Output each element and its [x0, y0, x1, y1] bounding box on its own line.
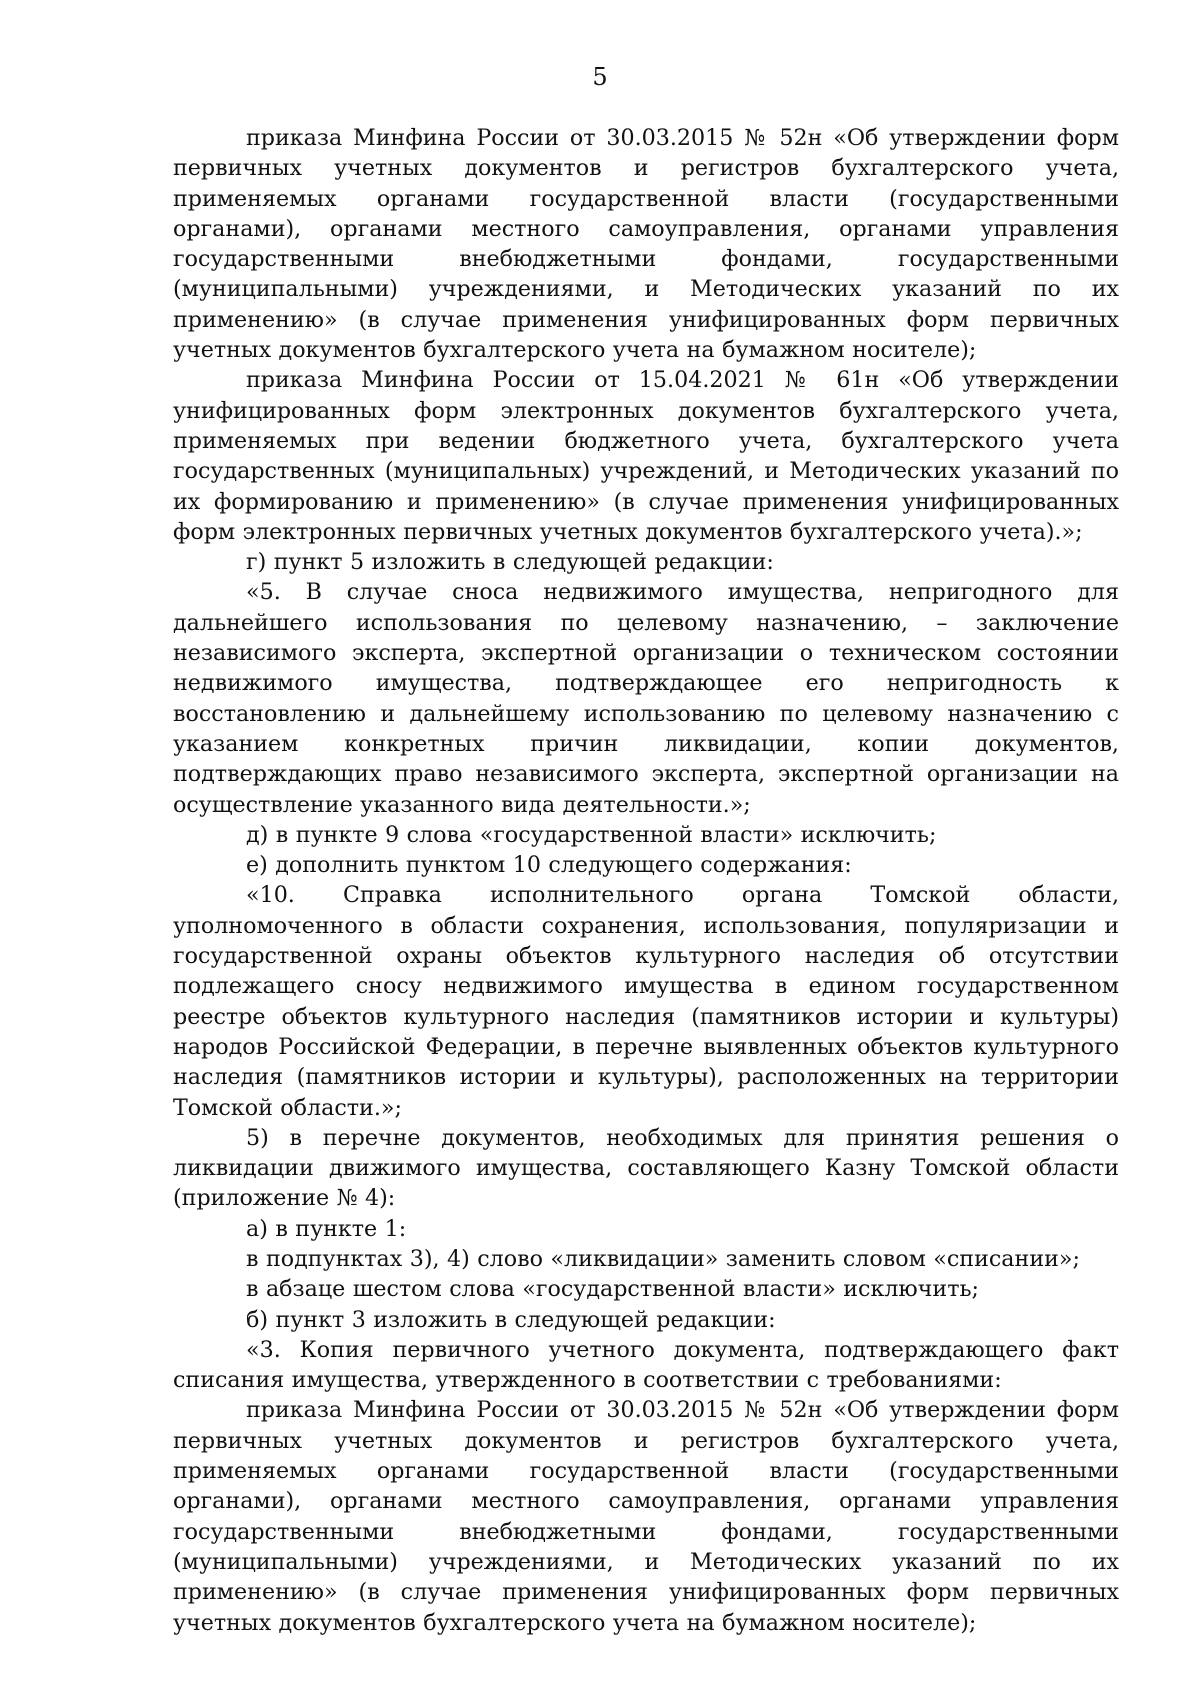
paragraph-order-52n: приказа Минфина России от 30.03.2015 № 52н «Об утверждении форм первичных учетных документов и регистров бухгалтерского учета, применяемых органами государственной власти (государственными органами), органами местного самоуправления, органами управления государственными внебюджетными фондами, государственными (муниципальными) учреждениями, и Методических указаний по их применению» (в случае применения унифицированных форм первичных учетных документов бухгалтерского учета на бумажном носителе); [173, 125, 1119, 364]
paragraph-point-3: «3. Копия первичного учетного документа, подтверждающего факт списания имущества, утвержденного в соответствии с требованиями: [173, 1336, 1119, 1394]
paragraph-sixth-abzac: в абзаце шестом слова «государственной власти» исключить; [246, 1276, 980, 1303]
paragraph-section-5: 5) в перечне документов, необходимых для принятия решения о ликвидации движимого имущества, составляющего Казну Томской области (приложение № 4): [173, 1124, 1119, 1212]
paragraph-point-10: «10. Справка исполнительного органа Томской области, уполномоченного в области сохранения, использования, популяризации и государственной охраны объектов культурного наследия об отсутствии подлежащего сносу недвижимого имущества в едином государственном реестре объектов культурного наследия (памятников истории и культуры) народов Российской Федерации, в перечне выявленных объектов культурного наследия (памятников истории и культуры), расположенных на территории Томской области.»; [173, 882, 1119, 1121]
paragraph-point-5: «5. В случае сноса недвижимого имущества, непригодного для дальнейшего использования по целевому назначению, – заключение независимого эксперта, экспертной организации о техническом состоянии недвижимого имущества, подтверждающее его непригодность к восстановлению и дальнейшему использованию по целевому назначению с указанием конкретных причин ликвидации, копии документов, подтверждающих право независимого эксперта, экспертной организации на осуществление указанного вида деятельности.»; [173, 579, 1119, 818]
paragraph-item-b: б) пункт 3 изложить в следующей редакции: [246, 1306, 776, 1333]
paragraph-item-g: г) пункт 5 изложить в следующей редакции: [246, 549, 774, 576]
page-number: 5 [592, 63, 608, 91]
document-body [173, 123, 1119, 1638]
paragraph-subitems-3-4: в подпунктах 3), 4) слово «ликвидации» заменить словом «списании»; [246, 1245, 1080, 1272]
paragraph-order-61n: приказа Минфина России от 15.04.2021 № 61н «Об утверждении унифицированных форм электронных документов бухгалтерского учета, применяемых при ведении бюджетного учета, бухгалтерского учета государственных (муниципальных) учреждений, и Методических указаний по их формированию и применению» (в случае применения унифицированных форм электронных первичных учетных документов бухгалтерского учета).»; [173, 367, 1119, 545]
paragraph-item-a: а) в пункте 1: [246, 1215, 407, 1242]
paragraph-item-d: д) в пункте 9 слова «государственной власти» исключить; [246, 821, 937, 848]
paragraph-item-e: е) дополнить пунктом 10 следующего содержания: [246, 852, 852, 879]
paragraph-order-52n-repeat: приказа Минфина России от 30.03.2015 № 52н «Об утверждении форм первичных учетных документов и регистров бухгалтерского учета, применяемых органами государственной власти (государственными органами), органами местного самоуправления, органами управления государственными внебюджетными фондами, государственными (муниципальными) учреждениями, и Методических указаний по их применению» (в случае применения унифицированных форм первичных учетных документов бухгалтерского учета на бумажном носителе); [173, 1397, 1119, 1636]
